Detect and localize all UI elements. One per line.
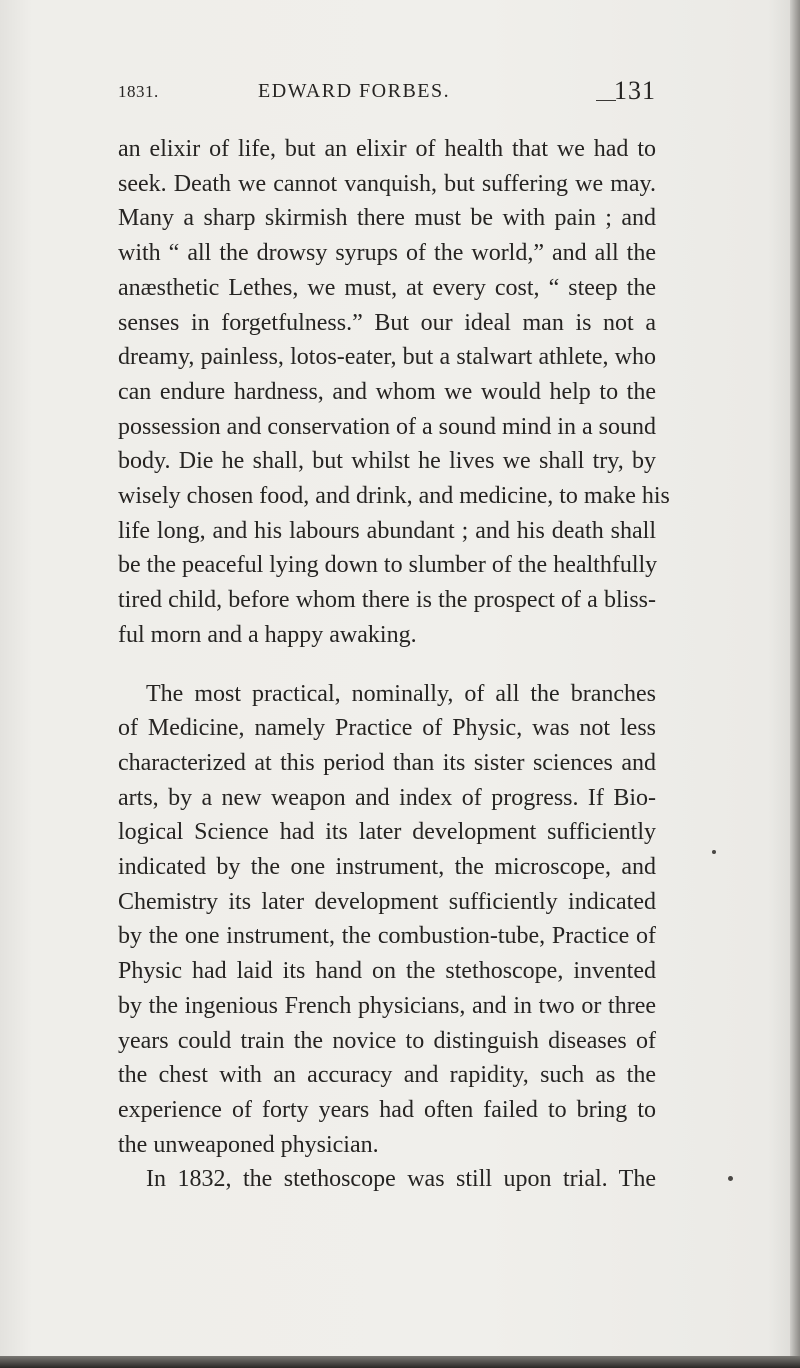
text-line: experience of forty years had often failed to bring to [118, 1096, 656, 1123]
page-number-underline [596, 100, 616, 101]
text-line: Physic had laid its hand on the stethoscope, invented [118, 958, 656, 985]
text-line: possession and conservation of a sound mind in a sound [118, 413, 656, 440]
text-line: with “ all the drowsy syrups of the world,” and all the [118, 240, 656, 267]
text-line: Chemistry its later development sufficiently indicated [118, 888, 656, 915]
text-line: indicated by the one instrument, the microscope, and [118, 854, 656, 881]
text-line: an elixir of life, but an elixir of health that we had to [118, 136, 656, 162]
text-line: Many a sharp skirmish there must be with pain ; and [118, 205, 656, 232]
print-speck [712, 850, 716, 854]
text-line: ful morn and a happy awaking. [118, 621, 417, 648]
text-line: life long, and his labours abundant ; and his death shall [118, 517, 656, 544]
text-line: the unweaponed physician. [118, 1131, 379, 1158]
text-line: arts, by a new weapon and index of progress. If Bio- [118, 784, 656, 811]
text-line: be the peaceful lying down to slumber of the healthfully [118, 552, 658, 579]
text-line: The most practical, nominally, of all the branches [146, 680, 656, 707]
paragraph-2 [118, 677, 656, 1198]
page-bottom-edge [0, 1356, 800, 1368]
text-line: anæsthetic Lethes, we must, at every cost, “ steep the [118, 274, 656, 301]
header-year: 1831. [118, 82, 159, 101]
text-line: characterized at this period than its sister sciences and [118, 749, 656, 776]
text-line: by the one instrument, the combustion-tube, Practice of [118, 923, 656, 950]
text-line: the chest with an accuracy and rapidity, such as the [118, 1062, 656, 1089]
running-header [118, 76, 656, 110]
paragraph-1 [118, 132, 670, 653]
text-line: tired child, before whom there is the prospect of a bliss- [118, 587, 656, 614]
text-line: dreamy, painless, lotos-eater, but a stalwart athlete, who [118, 344, 656, 371]
body-text [118, 132, 670, 1197]
text-line: years could train the novice to distinguish diseases of [118, 1027, 656, 1054]
text-line: by the ingenious French physicians, and in two or three [118, 992, 656, 1019]
text-line: In 1832, the stethoscope was still upon trial. The [146, 1166, 656, 1193]
text-line: seek. Death we cannot vanquish, but suffering we may. [118, 170, 656, 197]
text-line: senses in forgetfulness.” But our ideal man is not a [118, 309, 656, 336]
page-number: 131 [614, 76, 656, 105]
text-line: can endure hardness, and whom we would help to the [118, 378, 656, 405]
text-line: logical Science had its later development sufficiently [118, 819, 656, 846]
text-line: body. Die he shall, but whilst he lives we shall try, by [118, 448, 656, 475]
running-title: EDWARD FORBES. [258, 80, 451, 102]
page-edge-shadow [790, 0, 800, 1368]
text-line: of Medicine, namely Practice of Physic, was not less [118, 715, 656, 742]
print-speck [728, 1176, 733, 1181]
text-line: wisely chosen food, and drink, and medicine, to make his [118, 483, 670, 510]
